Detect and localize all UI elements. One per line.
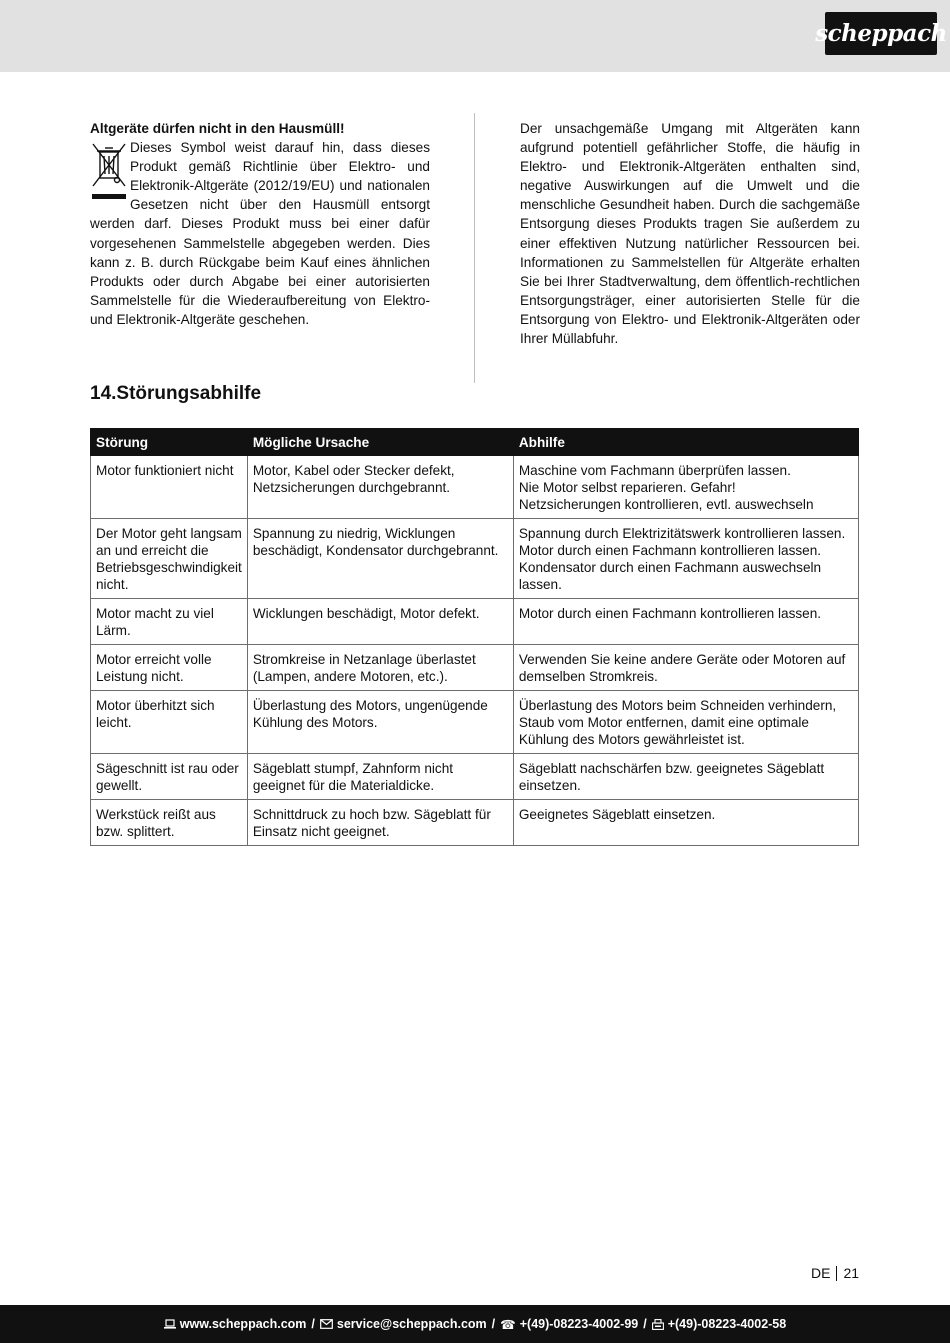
envelope-icon <box>320 1319 333 1329</box>
footer-email <box>320 1317 487 1331</box>
telephone-icon: ☎ <box>500 1317 516 1332</box>
cause-cell: Sägeblatt stumpf, Zahnform nicht geeignet für die Materialdicke. <box>247 754 513 800</box>
page-number-separator <box>836 1266 837 1281</box>
remedy-cell <box>513 754 858 800</box>
remedy-line: Verwenden Sie keine andere Geräte oder Motoren auf demselben Stromkreis. <box>518 652 846 684</box>
header-band <box>0 0 950 72</box>
table-row <box>91 645 859 691</box>
cause-cell: Motor, Kabel oder Stecker defekt, Netzsicherungen durchgebrannt. <box>247 456 513 519</box>
column-header-cause: Mögliche Ursache <box>247 429 513 456</box>
disposal-heading: Altgeräte dürfen nicht in den Hausmüll! <box>90 121 345 136</box>
fax-icon <box>652 1319 664 1330</box>
table-row <box>91 691 859 754</box>
footer-phone <box>500 1317 638 1332</box>
remedy-line: Geeignetes Sägeblatt einsetzen. <box>518 807 716 822</box>
disposal-notice-right <box>520 119 860 348</box>
remedy-cell <box>513 800 858 846</box>
fault-cell: Der Motor geht langsam an und erreicht die Betriebsgeschwindigkeit nicht. <box>91 519 248 599</box>
remedy-cell <box>513 519 858 599</box>
table-header-row <box>91 429 859 456</box>
disposal-text-left: Dieses Symbol weist darauf hin, dass dieses Produkt gemäß Richtlinie über Elektro- und Elektronik-Altgeräte (2012/19/EU) und nationalen Gesetzen nicht über den Hausmüll entsorgt werden darf. Dieses Produkt muss bei einer dafür vorgesehenen Sammelstelle abgegeben werden. Dies kann z. B. durch Rückgabe beim Kauf eines ähnlichen Produkts oder durch Abgabe bei einer autorisierten Sammelstelle für die Wiederaufbereitung von Elektro- und Elektronik-Altgeräte geschehen. <box>90 140 430 327</box>
table-row <box>91 754 859 800</box>
brand-logo <box>815 12 947 55</box>
remedy-line: Maschine vom Fachmann überprüfen lassen. <box>518 463 791 478</box>
remedy-cell <box>513 691 858 754</box>
column-divider <box>474 113 475 383</box>
fault-cell: Motor macht zu viel Lärm. <box>91 599 248 645</box>
fault-cell: Motor funktioniert nicht <box>91 456 248 519</box>
cause-cell: Überlastung des Motors, ungenügende Kühlung des Motors. <box>247 691 513 754</box>
remedy-line: Sägeblatt nachschärfen bzw. geeignetes Sägeblatt einsetzen. <box>518 761 825 793</box>
remedy-line: Motor durch einen Fachmann kontrollieren lassen. <box>518 606 822 621</box>
cause-cell: Wicklungen beschädigt, Motor defekt. <box>247 599 513 645</box>
fault-cell: Motor erreicht volle Leistung nicht. <box>91 645 248 691</box>
footer-separator: / <box>491 1317 496 1331</box>
section-title <box>90 383 261 405</box>
cause-cell: Spannung zu niedrig, Wicklungen beschädigt, Kondensator durchgebrannt. <box>247 519 513 599</box>
footer-email-text[interactable]: service@scheppach.com <box>336 1317 487 1331</box>
laptop-icon <box>164 1319 176 1329</box>
table-row <box>91 456 859 519</box>
footer-website <box>164 1317 307 1331</box>
disposal-notice-left <box>90 119 430 329</box>
footer-fax <box>652 1317 787 1331</box>
page-number-value: 21 <box>843 1265 860 1281</box>
footer-separator: / <box>643 1317 647 1331</box>
table-row <box>91 599 859 645</box>
table-row <box>91 800 859 846</box>
troubleshooting-table <box>90 428 859 846</box>
disposal-text-right: Der unsachgemäße Umgang mit Altgeräten kann aufgrund potentiell gefährlicher Stoffe, die häufig in Elektro- und Elektronik-Altgeräten enthalten sind, negative Auswirkungen auf die Umwelt und die menschliche Gesundheit haben. Durch die sachgemäße Entsorgung dieses Produkts tragen Sie außerdem zu einer effektiven Nutzung natürlicher Ressourcen bei. Informationen zu Sammelstellen für Altgeräte erhalten Sie bei Ihrer Stadtverwaltung, dem öffentlich-rechtlichen Entsorgungsträger, einer autorisierten Stelle für die Entsorgung von Elektro- und Elektronik-Altgeräten oder Ihrer Müllabfuhr. <box>520 121 860 347</box>
footer-contact-bar <box>0 1305 950 1343</box>
remedy-line: Spannung durch Elektrizitätswerk kontrollieren lassen. Motor durch einen Fachmann kontrollieren lassen. Kondensator durch einen Fachmann auswechseln lassen. <box>518 526 846 592</box>
fault-cell: Motor überhitzt sich leicht. <box>91 691 248 754</box>
footer-website-text[interactable]: www.scheppach.com <box>179 1317 307 1331</box>
column-header-fault: Störung <box>91 429 248 456</box>
column-header-remedy: Abhilfe <box>513 429 858 456</box>
crossed-out-wheelie-bin-icon <box>90 140 128 206</box>
footer-separator: / <box>311 1317 315 1331</box>
cause-cell: Schnittdruck zu hoch bzw. Sägeblatt für Einsatz nicht geeignet. <box>247 800 513 846</box>
section-number: 14. <box>90 383 117 404</box>
fault-cell: Werkstück reißt aus bzw. splittert. <box>91 800 248 846</box>
remedy-line: Nie Motor selbst reparieren. Gefahr! <box>518 480 736 495</box>
remedy-cell <box>513 645 858 691</box>
footer-phone-text: +(49)-08223-4002-99 <box>519 1317 639 1331</box>
remedy-cell <box>513 456 858 519</box>
remedy-cell <box>513 599 858 645</box>
page-number <box>811 1265 859 1281</box>
remedy-line: Überlastung des Motors beim Schneiden verhindern, Staub vom Motor entfernen, damit eine optimale Kühlung des Motors gewährleistet ist. <box>518 698 837 747</box>
remedy-line: Netzsicherungen kontrollieren, evtl. auswechseln <box>518 497 814 512</box>
section-title-text: Störungsabhilfe <box>116 383 262 404</box>
fault-cell: Sägeschnitt ist rau oder gewellt. <box>91 754 248 800</box>
table-row <box>91 519 859 599</box>
cause-cell: Stromkreise in Netzanlage überlastet (Lampen, andere Motoren, etc.). <box>247 645 513 691</box>
brand-logo-text: scheppach <box>815 20 947 47</box>
table-body <box>91 456 859 846</box>
footer-fax-text: +(49)-08223-4002-58 <box>667 1317 787 1331</box>
page-language: DE <box>811 1265 831 1281</box>
